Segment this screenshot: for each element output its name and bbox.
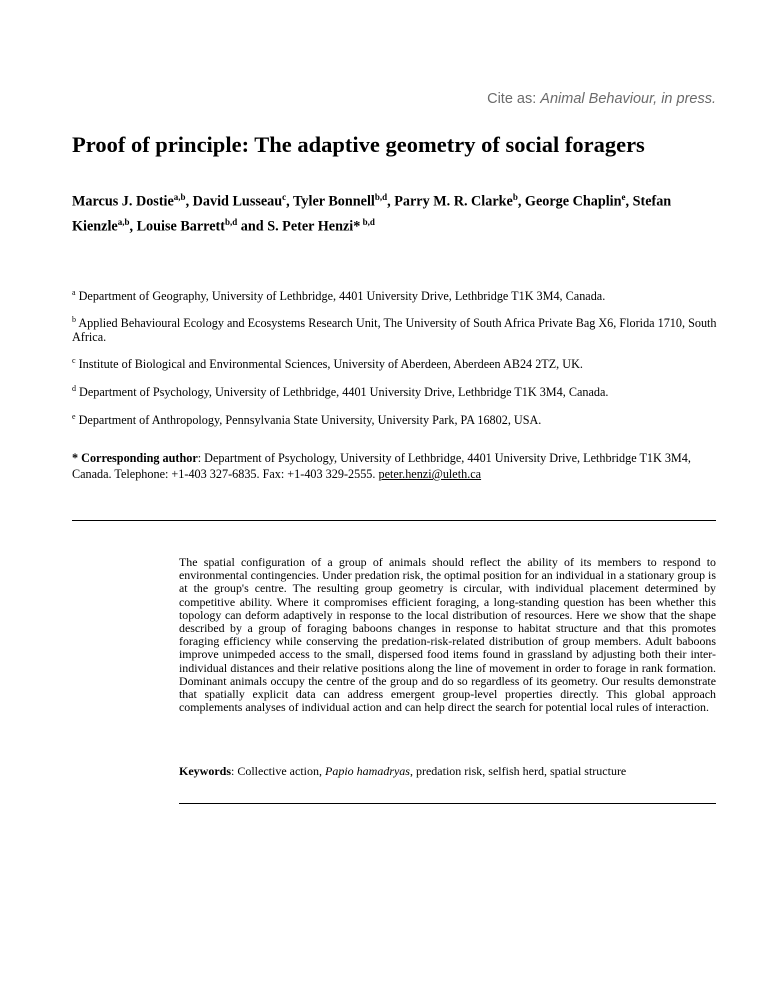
affiliation-marker: a: [72, 288, 76, 297]
author-separator: ,: [625, 193, 633, 210]
author-name: Tyler Bonnell: [293, 193, 375, 210]
affiliation-text: Department of Anthropology, Pennsylvania State University, University Park, PA 16802, USA.: [78, 413, 542, 428]
corresponding-text: : Department of Psychology, University of Lethbridge, 4401 University Drive, Lethbridge T1K 3M4, Canada. Telephone: +1-403 327-6835. Fax: +1-403 329-2555.: [72, 451, 691, 481]
affiliation-c: [72, 354, 722, 371]
corresponding-author: [72, 450, 722, 482]
author-separator: ,: [129, 218, 137, 235]
citation-note: [487, 91, 716, 107]
author-name: George Chaplin: [524, 193, 622, 210]
affiliation-text: Department of Geography, University of Lethbridge, 4401 University Drive, Lethbridge T1K 3M4, Canada.: [78, 289, 606, 304]
author-name: Louise Barrett: [136, 218, 225, 235]
keywords-text: Collective action,: [237, 764, 325, 778]
affiliation-e: [72, 410, 722, 427]
author-affil-marker: b: [512, 192, 518, 202]
keywords: [179, 764, 719, 779]
author-affil-marker: b,d: [224, 216, 238, 227]
abstract: The spatial configuration of a group of animals should reflect the ability of its members to respond to environmental contingencies. Under predation risk, the optimal position for an individual in a stationary group is at the group's centre. The resulting group geometry is circular, with individual placement determined by competitive ability. Where it compromises efficient foraging, a long-standing question has been whether this topology can deform adaptively in response to the local distribution of resources. Here we show that the shape described by a group of foraging baboons changes in response to habitat structure and that this promotes foraging efficiency while conserving the predation-risk-related distribution of group members. Adult baboons improve unimpeded access to the small, dispersed food items found in grassland by adjusting both their inter-individual distances and their relative positions along the line of movement in order to forage in rank formation. Dominant animals occupy the centre of the group and do so regardless of its geometry. Our results demonstrate that spatially explicit data can address emergent group-level properties directly. This global approach complements analyses of individual action and can help direct the search for potential local rules of interaction.: [179, 555, 716, 715]
author-affil-marker: a,b: [173, 192, 186, 202]
keywords-text-rest: , predation risk, selfish herd, spatial structure: [409, 764, 627, 778]
paper-title: Proof of principle: The adaptive geometry of social foragers: [72, 132, 645, 157]
author-separator: ,: [286, 193, 293, 210]
author-affil-marker: c: [282, 192, 287, 202]
cite-journal: Animal Behaviour, in press.: [540, 91, 716, 107]
affiliation-marker: e: [72, 412, 76, 421]
author-list: [72, 187, 717, 236]
affiliation-marker: d: [72, 384, 76, 393]
affiliation-text: Department of Psychology, University of Lethbridge, 4401 University Drive, Lethbridge T1K 3M4, Canada.: [79, 385, 609, 400]
keywords-species: Papio hamadryas: [324, 764, 410, 778]
author-affil-marker: b,d: [374, 192, 388, 202]
author-affil-marker: b,d: [360, 216, 375, 227]
email-link[interactable]: peter.henzi@uleth.ca: [378, 467, 482, 481]
affiliation-text: Applied Behavioural Ecology and Ecosystems Research Unit, The University of South Africa Private Bag X6, Florida 1710, South Africa.: [72, 316, 717, 345]
affiliation-a: [72, 286, 722, 303]
author-separator: ,: [387, 193, 395, 210]
author-affil-marker: e: [621, 192, 626, 202]
cite-prefix: Cite as:: [487, 91, 541, 107]
author-name: Marcus J. Dostie: [72, 193, 174, 210]
affiliation-b: [72, 313, 722, 344]
author-name: Parry M. R. Clarke: [394, 193, 513, 210]
affiliation-text: Institute of Biological and Environmental Sciences, University of Aberdeen, Aberdeen AB24 2TZ, UK.: [78, 357, 583, 372]
author-affil-marker: a,b: [117, 216, 130, 227]
abstract-divider: [179, 803, 716, 804]
affiliation-marker: b: [72, 315, 76, 324]
author-separator: ,: [517, 193, 525, 210]
author-separator: and: [237, 218, 268, 235]
affiliation-marker: c: [72, 356, 76, 365]
author-name: David Lusseau: [192, 193, 283, 210]
author-separator: ,: [185, 193, 193, 210]
keywords-label: Keywords: [179, 764, 231, 778]
author-name: Stefan Kienzle: [72, 193, 672, 235]
header-divider: [72, 520, 716, 521]
corresponding-label: * Corresponding author: [72, 451, 198, 465]
author-name: S. Peter Henzi*: [267, 218, 361, 235]
keywords-colon: :: [231, 764, 238, 778]
affiliation-d: [72, 382, 722, 399]
